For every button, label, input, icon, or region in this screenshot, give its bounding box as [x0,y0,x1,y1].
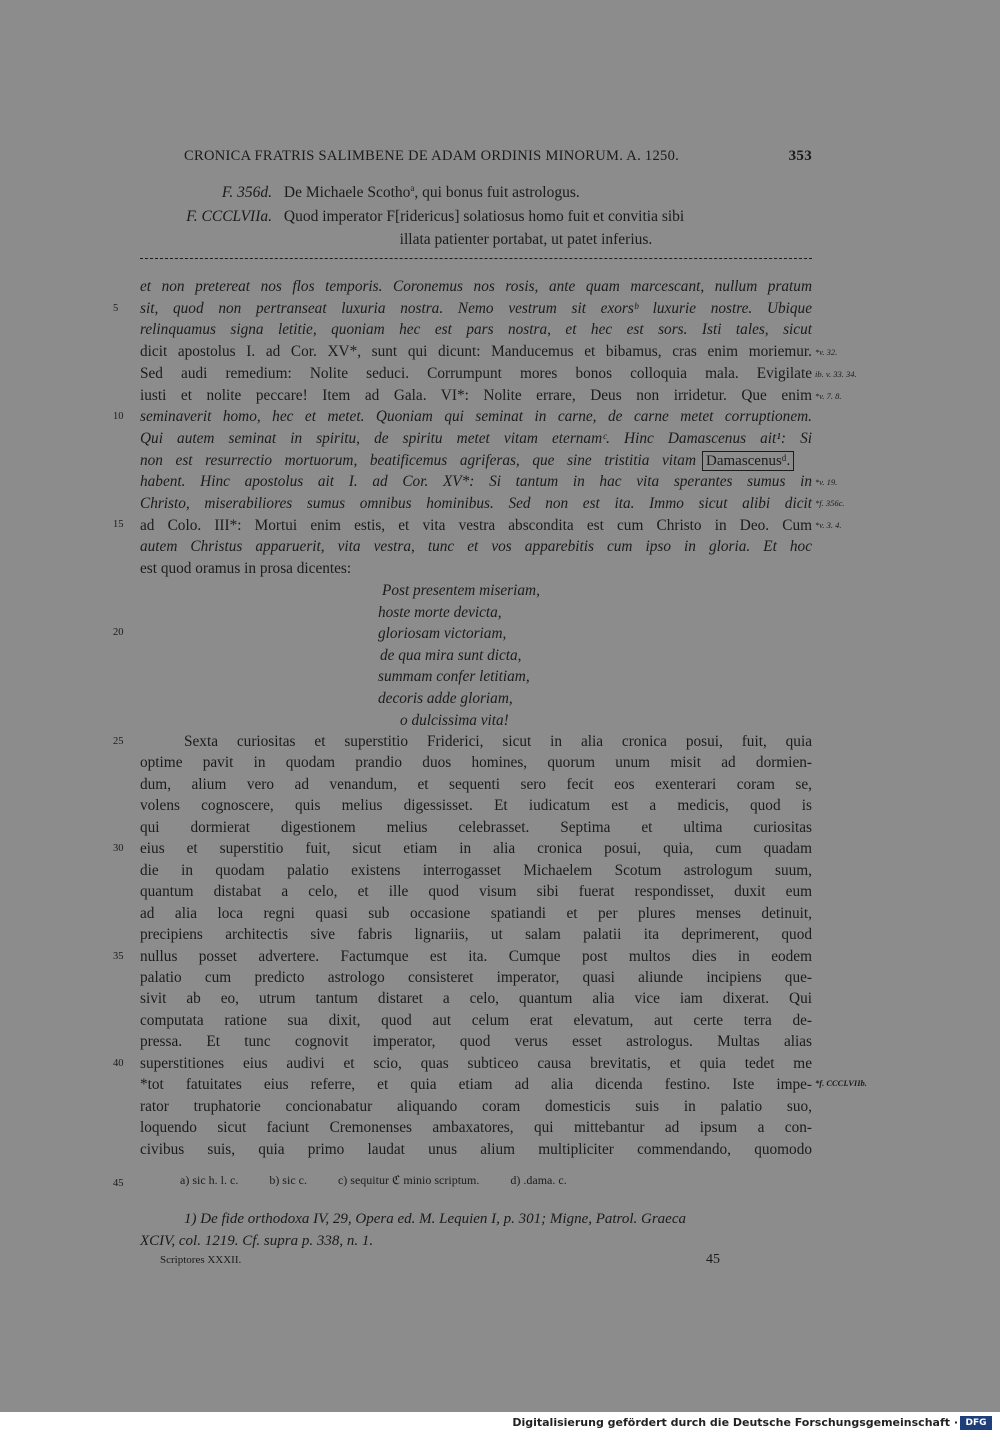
line-number: 30 [113,843,124,854]
margin-note: *v. 7. 8. [815,391,842,401]
verse-line: decoris adde gloriam, [378,690,513,707]
text-line: sit, quod non pertranseat luxuria nostra. Nemo vestrum sit exorsᵇ luxurie nostre. Ubique [140,299,812,317]
margin-note: *v. 3. 4. [815,520,842,530]
signature-right: 45 [706,1252,720,1267]
folio-ref: F. CCCLVIIa. [186,208,272,225]
text-line: rator truphatorie concionabatur aliquando coram domesticis suis in palatio suo, [140,1097,812,1115]
text-line: loquendo sicut faciunt Cremonenses ambaxatores, qui mittebantur ad ipsum a con- [140,1119,812,1137]
variant-c: c) sequitur ℭ minio scriptum. [337,1173,480,1187]
text-line: dicit apostolus I. ad Cor. XV*, sunt qui dicunt: Manducemus et bibamus, cras enim moriemur. [140,343,812,361]
text-line: sivit ab eo, utrum tantum distaret a celo, quantum alia vice iam dixerat. Qui [140,990,812,1008]
text-line: optime pavit in quodam prandio duos homines, quorum unum misit ad dormien- [140,754,812,772]
variants-apparatus [180,1173,595,1188]
heading-rule [140,258,812,259]
variant-a: a) sic h. l. c. [180,1173,239,1187]
verse-line: o dulcissima vita! [400,711,509,729]
folio-heading-2 [140,208,812,226]
text-line: relinquamus signa letitie, quoniam hec est pars nostra, et hec est sors. Isti tales, sicut [140,321,812,339]
verse-line: summam confer letitiam, [378,668,530,686]
text-line: palatio cum predicto astrologo consisteret imperator, quasi aliunde incipiens que- [140,968,812,986]
text-line: quantum distabat a celo, et ille quod visum sibi fuerat respondisset, duxit eum [140,883,812,901]
text-line: Sed audi remedium: Nolite seduci. Corrumpunt mores bonos colloquia mala. Evigilate [140,364,812,382]
running-header [140,148,812,165]
text-line: nullus posset advertere. Factumque est ita. Cumque post multos dies in eodem [140,947,812,965]
text-line: ad Colo. III*: Mortui enim estis, et vita vestra abscondita est cum Christo in Deo. Cum [140,516,812,534]
text-line: et non pretereat nos flos temporis. Coronemus nos rosis, ante quam marcescant, nullum pratum [140,278,812,295]
running-title: CRONICA FRATRIS SALIMBENE DE ADAM ORDINIS MINORUM. A. 1250. [184,148,680,164]
line-number: 35 [113,951,124,962]
text-line: iusti et nolite peccare! Item ad Gala. VI*: Nolite errare, Deus non irridetur. Que enim [140,386,812,404]
variant-d: d) .dama. c. [510,1173,567,1187]
margin-note: *f. 356c. [815,498,845,508]
text-line: seminaverit homo, hec et metet. Quoniam qui seminat in carne, de carne metet corruptionem. [140,408,812,426]
text-line: computata ratione sua dixit, quod aut celum erat elevatum, aut certe terra de- [140,1011,812,1029]
text-line: pressa. Et tunc cognovit imperator, quod verus esset astrologus. Multas alias [140,1033,812,1051]
dfg-logo-icon: DFG [960,1416,992,1430]
margin-note: ib. v. 33. 34. [815,369,857,379]
line-number: 40 [113,1058,124,1069]
text-line: civibus suis, quia primo laudat unus alium multipliciter commendando, quomodo [140,1140,812,1158]
verse-line: hoste morte devicta, [378,603,502,621]
text-line: est quod oramus in prosa dicentes: [140,560,352,578]
line-number: 25 [113,736,124,747]
folio-title: De Michaele Scotho [283,184,411,202]
text-line: Christo, miserabiliores sumus omnibus hominibus. Sed non est ita. Immo sicut alibi dicit [140,495,812,512]
footnote-line-2: XCIV, col. 1219. Cf. supra p. 338, n. 1. [140,1233,374,1249]
text-line: habent. Hinc apostolus ait I. ad Cor. XV*: Si tantum in hac vita sperantes sumus in [140,473,812,491]
verse-line: gloriosam victoriam, [378,625,507,643]
folio-title: Quod imperator F[ridericus] solatiosus homo fuit et convitia sibi [283,208,685,225]
text-line: precipiens architectis sive fabris lignariis, ut salam palatii ita deprimerent, quod [140,926,812,944]
text-line: ad alia loca regni quasi sub occasione spatiandi et per plures menses detinuit, [140,904,812,922]
text-line: Sexta curiositas et superstitio Friderici, sicut in alia cronica posui, fuit, quia [184,733,812,750]
line-number: 20 [113,627,124,638]
folio-title-rest: , qui bonus fuit astrologus. [414,184,580,202]
text-line: eius et superstitio fuit, sicut etiam in alia cronica posui, quia, cum quadam [140,840,812,858]
verse-line: de qua mira sunt dicta, [380,646,522,664]
text-line: qui dormierat digestionem melius celebrasset. Septima et ultima curiositas [140,818,812,836]
line-number: 45 [113,1178,124,1189]
line-number: 10 [113,411,124,422]
margin-note: *f. CCCLVIIb. [815,1078,867,1088]
text-line: Qui autem seminat in spiritu, de spiritu metet vitam eternamᶜ. Hinc Damascenus ait¹: Si [140,429,812,447]
footer-credit: Digitalisierung gefördert durch die Deutsche Forschungsgemeinschaft · [512,1416,958,1429]
page-number: 353 [788,148,812,164]
text-line: *tot fatuitates eius referre, et quia etiam ad alia dicenda festino. Iste impe- [140,1076,812,1094]
signature-left: Scriptores XXXII. [160,1254,242,1266]
verse-line: Post presentem miseriam, [382,582,540,599]
text-line: volens cognoscere, quis melius digessisset. Et iudicatum est a medicis, quod is [140,797,812,815]
line-number: 5 [113,303,119,314]
text-line: dum, alium vero ad venandum, et sequenti sero fecit eos exenterari coram se, [140,775,812,793]
variant-b: b) sic c. [269,1173,307,1187]
margin-note: *v. 32. [815,347,838,357]
text-line: autem Christus apparuerit, vita vestra, tunc et vos apparebitis cum ipso in gloria. Et hoc [140,538,812,556]
variant-mark: a [410,183,415,193]
boxed-marginal-note: Damascenusᵈ. [702,451,794,471]
folio-ref: F. 356d. [221,184,272,202]
footnote-line-1: 1) De fide orthodoxa IV, 29, Opera ed. M. Lequien I, p. 301; Migne, Patrol. Graeca [184,1211,686,1227]
margin-note: *v. 19. [815,477,838,487]
line-number: 15 [113,519,124,530]
folio-heading-2-cont: illata patienter portabat, ut patet inferius. [399,231,653,248]
text-line: non est resurrectio mortuorum, beatificemus agriferas, que sine tristitia vitam [140,451,696,469]
text-line: die in quodam palatio existens interrogasset Michaelem Scotum astrologum suum, [140,861,812,879]
text-line: superstitiones eius audivi et scio, quas subticeo causa brevitatis, et quia tedet me [140,1054,812,1072]
folio-heading-1 [140,183,812,202]
